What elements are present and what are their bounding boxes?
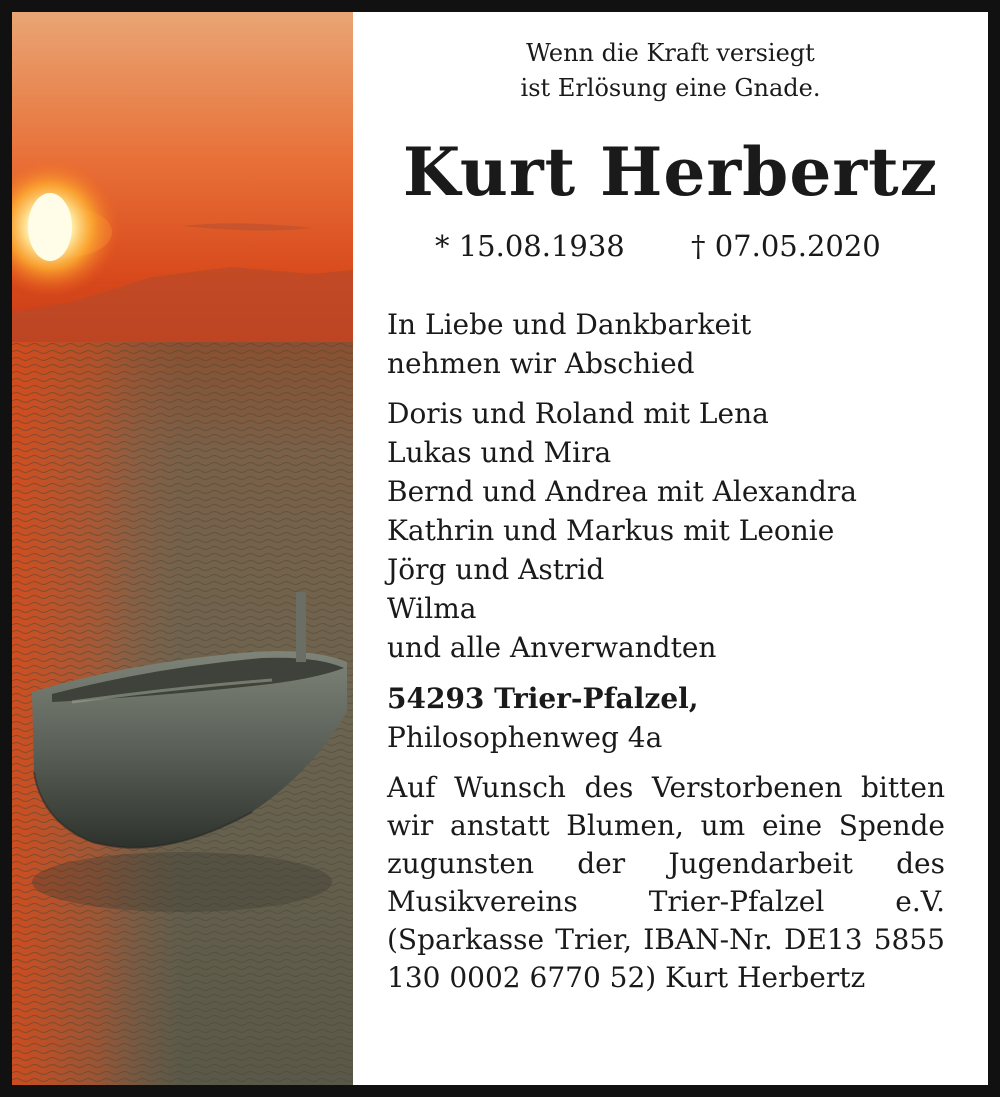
address-street: Philosophenweg 4a (387, 721, 663, 754)
farewell-line: nehmen wir Abschied (387, 347, 695, 380)
mourner-line: und alle Anverwandten (387, 631, 717, 664)
donation-note: Auf Wunsch des Verstorbenen bitten wir anstatt Blumen, um eine Spende zugunsten der Jugendarbeit des Musikvereins Trier-Pfalzel e.V. (Sparkasse Trier, IBAN-Nr. DE13 5855 130 0002 6770 52) Kurt Herbertz (387, 771, 945, 994)
mourner-line: Bernd und Andrea mit Alexandra (387, 475, 857, 508)
mourner-line: Jörg und Astrid (387, 553, 605, 586)
sunset-boat-photo (12, 12, 353, 1085)
mourner-line: Wilma (387, 592, 477, 625)
text-panel (353, 12, 988, 1085)
birth-date: * 15.08.1938 (435, 229, 625, 263)
mourner-line: Doris und Roland mit Lena (387, 397, 769, 430)
address-city: 54293 Trier-Pfalzel, (387, 682, 699, 715)
mourner-line: Kathrin und Markus mit Leonie (387, 514, 835, 547)
motto-line: Wenn die Kraft versiegt (526, 39, 815, 67)
farewell-line: In Liebe und Dankbarkeit (387, 308, 752, 341)
mourner-line: Lukas und Mira (387, 436, 612, 469)
death-date: † 07.05.2020 (691, 229, 881, 263)
motto (353, 36, 988, 106)
notice-body (387, 305, 945, 997)
motto-line: ist Erlösung eine Gnade. (520, 74, 821, 102)
deceased-name: Kurt Herbertz (402, 133, 939, 211)
